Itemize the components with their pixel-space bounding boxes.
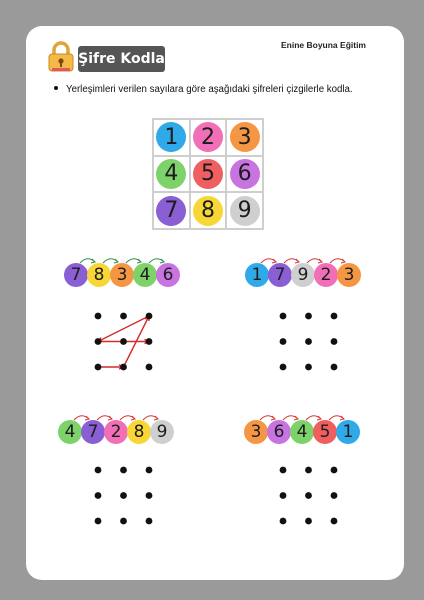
code-digit-7: 7 bbox=[268, 263, 292, 287]
instruction-text: Yerleşimleri verilen sayılara göre aşağıdaki şifreleri çizgilerle kodla. bbox=[66, 84, 353, 95]
code-digit-7: 7 bbox=[64, 263, 88, 287]
code-digit-3: 3 bbox=[110, 263, 134, 287]
grid-dot-4[interactable] bbox=[280, 492, 287, 499]
grid-dot-3[interactable] bbox=[331, 467, 338, 474]
digit-8: 8 bbox=[193, 196, 223, 226]
grid-dot-8[interactable] bbox=[305, 518, 312, 525]
code-digit-1: 1 bbox=[245, 263, 269, 287]
grid-dot-6[interactable] bbox=[331, 492, 338, 499]
digit-2: 2 bbox=[193, 122, 223, 152]
code-digit-3: 3 bbox=[244, 420, 268, 444]
code-digit-9: 9 bbox=[291, 263, 315, 287]
grid-dot-9[interactable] bbox=[331, 518, 338, 525]
code-digit-1: 1 bbox=[336, 420, 360, 444]
code-digit-4: 4 bbox=[290, 420, 314, 444]
code-digit-8: 8 bbox=[127, 420, 151, 444]
grid-dot-2[interactable] bbox=[305, 467, 312, 474]
brand-label: Enine Boyuna Eğitim bbox=[280, 40, 366, 50]
grid-dot-1[interactable] bbox=[280, 467, 287, 474]
code-digit-2: 2 bbox=[314, 263, 338, 287]
grid-dot-5[interactable] bbox=[305, 492, 312, 499]
digit-4: 4 bbox=[156, 159, 186, 189]
page-title: Şifre Kodla bbox=[78, 46, 165, 72]
digit-9: 9 bbox=[230, 196, 260, 226]
code-digit-6: 6 bbox=[267, 420, 291, 444]
code-digit-4: 4 bbox=[133, 263, 157, 287]
code-digit-9: 9 bbox=[150, 420, 174, 444]
code-digit-2: 2 bbox=[104, 420, 128, 444]
code-digit-4: 4 bbox=[58, 420, 82, 444]
code-digit-5: 5 bbox=[313, 420, 337, 444]
code-digit-3: 3 bbox=[337, 263, 361, 287]
code-digit-6: 6 bbox=[156, 263, 180, 287]
code-digit-7: 7 bbox=[81, 420, 105, 444]
digit-5: 5 bbox=[193, 159, 223, 189]
digit-3: 3 bbox=[230, 122, 260, 152]
grid-dot-7[interactable] bbox=[280, 518, 287, 525]
digit-7: 7 bbox=[156, 196, 186, 226]
digit-1: 1 bbox=[156, 122, 186, 152]
digit-6: 6 bbox=[230, 159, 260, 189]
code-digit-8: 8 bbox=[87, 263, 111, 287]
